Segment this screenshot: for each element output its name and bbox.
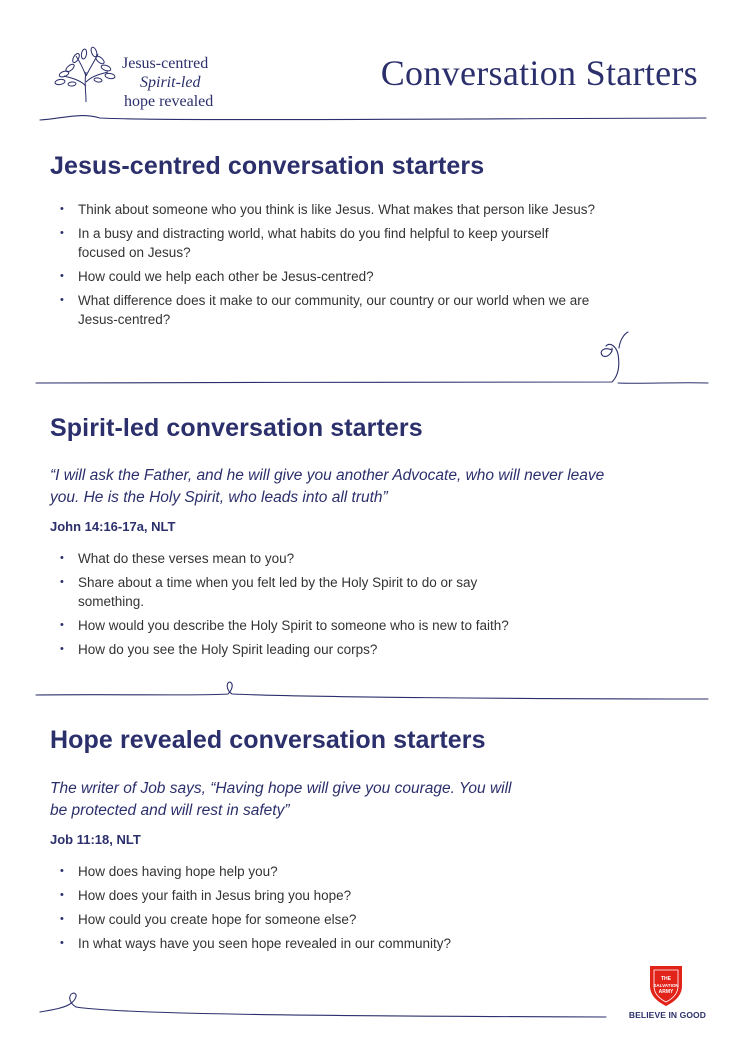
list-item: • How would you describe the Holy Spirit to someone who is new to faith? xyxy=(78,616,598,635)
hope-revealed-list xyxy=(60,862,598,958)
list-item: • How could you create hope for someone else? xyxy=(78,910,598,929)
list-item: • How could we help each other be Jesus-centred? xyxy=(78,267,598,286)
list-item: • In a busy and distracting world, what habits do you find helpful to keep yourself focused on Jesus? xyxy=(78,224,598,262)
list-item: • Share about a time when you felt led by the Holy Spirit to do or say something. xyxy=(78,573,598,611)
salvation-army-shield-icon xyxy=(644,962,688,1008)
spirit-led-list xyxy=(60,549,598,664)
list-item: • What difference does it make to our community, our country or our world when we are Jesus-centred? xyxy=(78,291,598,329)
list-item: • How do you see the Holy Spirit leading our corps? xyxy=(78,640,598,659)
logo-line-2: Spirit-led xyxy=(140,74,201,91)
scripture-quote: “I will ask the Father, and he will give you another Advocate, who will never leave you. He is the Holy Spirit, who leads into all truth” xyxy=(50,467,605,506)
logo-line-1: Jesus-centred xyxy=(122,55,209,72)
list-item: • How does having hope help you? xyxy=(78,862,598,881)
tagline: BELIEVE IN GOOD xyxy=(628,1010,706,1020)
section-heading-spirit-led: Spirit-led conversation starters xyxy=(50,414,423,442)
scripture-reference: Job 11:18, NLT xyxy=(50,832,141,847)
jesus-centred-list xyxy=(60,200,598,334)
svg-text:ARMY: ARMY xyxy=(658,989,674,995)
svg-text:SALVATION: SALVATION xyxy=(653,983,679,988)
section-heading-hope-revealed: Hope revealed conversation starters xyxy=(50,726,486,754)
list-item: • How does your faith in Jesus bring you hope? xyxy=(78,886,598,905)
scripture-quote: The writer of Job says, “Having hope will give you courage. You will be protected and will rest in safety” xyxy=(50,780,512,819)
section-heading-jesus-centred: Jesus-centred conversation starters xyxy=(50,152,485,180)
svg-text:THE: THE xyxy=(661,976,671,982)
page-title: Conversation Starters xyxy=(380,53,698,93)
list-item: • In what ways have you seen hope revealed in our community? xyxy=(78,934,598,953)
list-item: • Think about someone who you think is like Jesus. What makes that person like Jesus? xyxy=(78,200,598,219)
list-item: • What do these verses mean to you? xyxy=(78,549,598,568)
logo-line-3: hope revealed xyxy=(124,93,214,110)
scripture-reference: John 14:16-17a, NLT xyxy=(50,519,176,534)
